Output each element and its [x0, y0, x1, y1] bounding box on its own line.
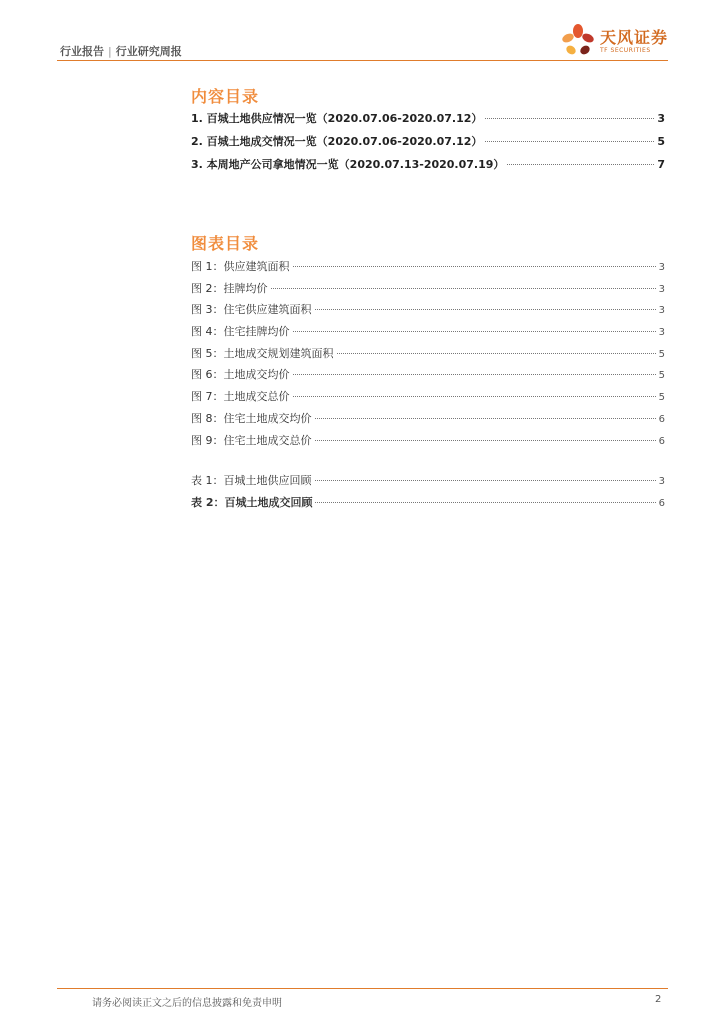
header-divider	[57, 60, 668, 61]
breadcrumb-category: 行业报告	[60, 45, 104, 58]
entry-page: 5	[658, 392, 665, 404]
leader-dots	[315, 440, 656, 441]
leader-dots	[293, 331, 656, 332]
logo-name-en: TF SECURITIES	[599, 47, 651, 54]
entry-label: 图 8：住宅土地成交均价	[191, 411, 312, 425]
leader-dots	[293, 396, 656, 397]
entry-label: 3. 本周地产公司拿地情况一览（2020.07.13-2020.07.19）	[191, 158, 505, 171]
entry-page: 3	[658, 327, 665, 339]
breadcrumb	[60, 43, 182, 59]
entry-page: 6	[658, 497, 665, 509]
page-number: 2	[655, 994, 662, 1005]
entry-page: 5	[657, 135, 665, 148]
contents-list	[191, 110, 665, 179]
footer-divider	[57, 988, 668, 989]
entry-label: 表 1：百城土地供应回顾	[191, 474, 312, 487]
entry-label: 1. 百城土地供应情况一览（2020.07.06-2020.07.12）	[191, 112, 483, 125]
figure-entry[interactable]	[191, 388, 665, 410]
leader-dots	[315, 418, 656, 419]
table-entry[interactable]	[191, 472, 665, 494]
entry-page: 6	[658, 413, 665, 425]
contents-entry[interactable]	[191, 133, 665, 156]
entry-label: 图 6：土地成交均价	[191, 368, 290, 382]
leader-dots	[315, 480, 656, 481]
entry-label: 表 2：百城土地成交回顾	[191, 495, 313, 509]
entry-page: 3	[658, 476, 665, 487]
figure-entry[interactable]	[191, 432, 665, 454]
entry-page: 7	[657, 158, 665, 171]
entry-label: 图 4：住宅挂牌均价	[191, 325, 290, 339]
entry-label: 2. 百城土地成交情况一览（2020.07.06-2020.07.12）	[191, 135, 483, 148]
leader-dots	[315, 502, 655, 503]
entry-page: 3	[658, 262, 665, 273]
entry-page: 3	[658, 283, 665, 295]
figure-entry[interactable]	[191, 280, 665, 302]
figures-list	[191, 258, 665, 453]
breadcrumb-separator: |	[108, 45, 112, 58]
entry-label: 图 3：住宅供应建筑面积	[191, 303, 312, 317]
entry-page: 3	[657, 112, 665, 125]
breadcrumb-report-type: 行业研究周报	[115, 45, 182, 58]
page-header	[0, 0, 724, 64]
entry-label: 图 1：供应建筑面积	[191, 260, 290, 273]
entry-page: 5	[658, 348, 665, 360]
figure-entry[interactable]	[191, 301, 665, 323]
entry-label: 图 5：土地成交规划建筑面积	[191, 346, 334, 360]
figure-entry[interactable]	[191, 410, 665, 432]
entry-label: 图 9：住宅土地成交总价	[191, 433, 312, 447]
leader-dots	[485, 141, 654, 142]
figures-title: 图表目录	[191, 234, 260, 253]
leader-dots	[293, 374, 656, 375]
flower-logo-icon	[560, 23, 596, 61]
logo-name-cn: 天风证券	[599, 28, 668, 47]
contents-entry[interactable]	[191, 156, 665, 179]
contents-entry[interactable]	[191, 110, 665, 133]
tables-list	[191, 472, 665, 515]
leader-dots	[507, 164, 654, 165]
figure-entry[interactable]	[191, 323, 665, 345]
figure-entry[interactable]	[191, 345, 665, 367]
figure-entry[interactable]	[191, 366, 665, 388]
entry-page: 6	[658, 435, 665, 447]
leader-dots	[315, 309, 656, 310]
leader-dots	[485, 118, 654, 119]
entry-label: 图 2：挂牌均价	[191, 281, 268, 295]
leader-dots	[337, 353, 656, 354]
leader-dots	[293, 266, 656, 267]
disclaimer-note: 请务必阅读正文之后的信息披露和免责申明	[92, 998, 282, 1009]
entry-label: 图 7：土地成交总价	[191, 390, 290, 404]
entry-page: 5	[658, 370, 665, 382]
table-entry[interactable]	[191, 494, 665, 516]
leader-dots	[271, 288, 656, 289]
company-logo	[560, 22, 668, 62]
contents-title: 内容目录	[191, 87, 260, 106]
figure-entry[interactable]	[191, 258, 665, 280]
entry-page: 3	[658, 305, 665, 317]
